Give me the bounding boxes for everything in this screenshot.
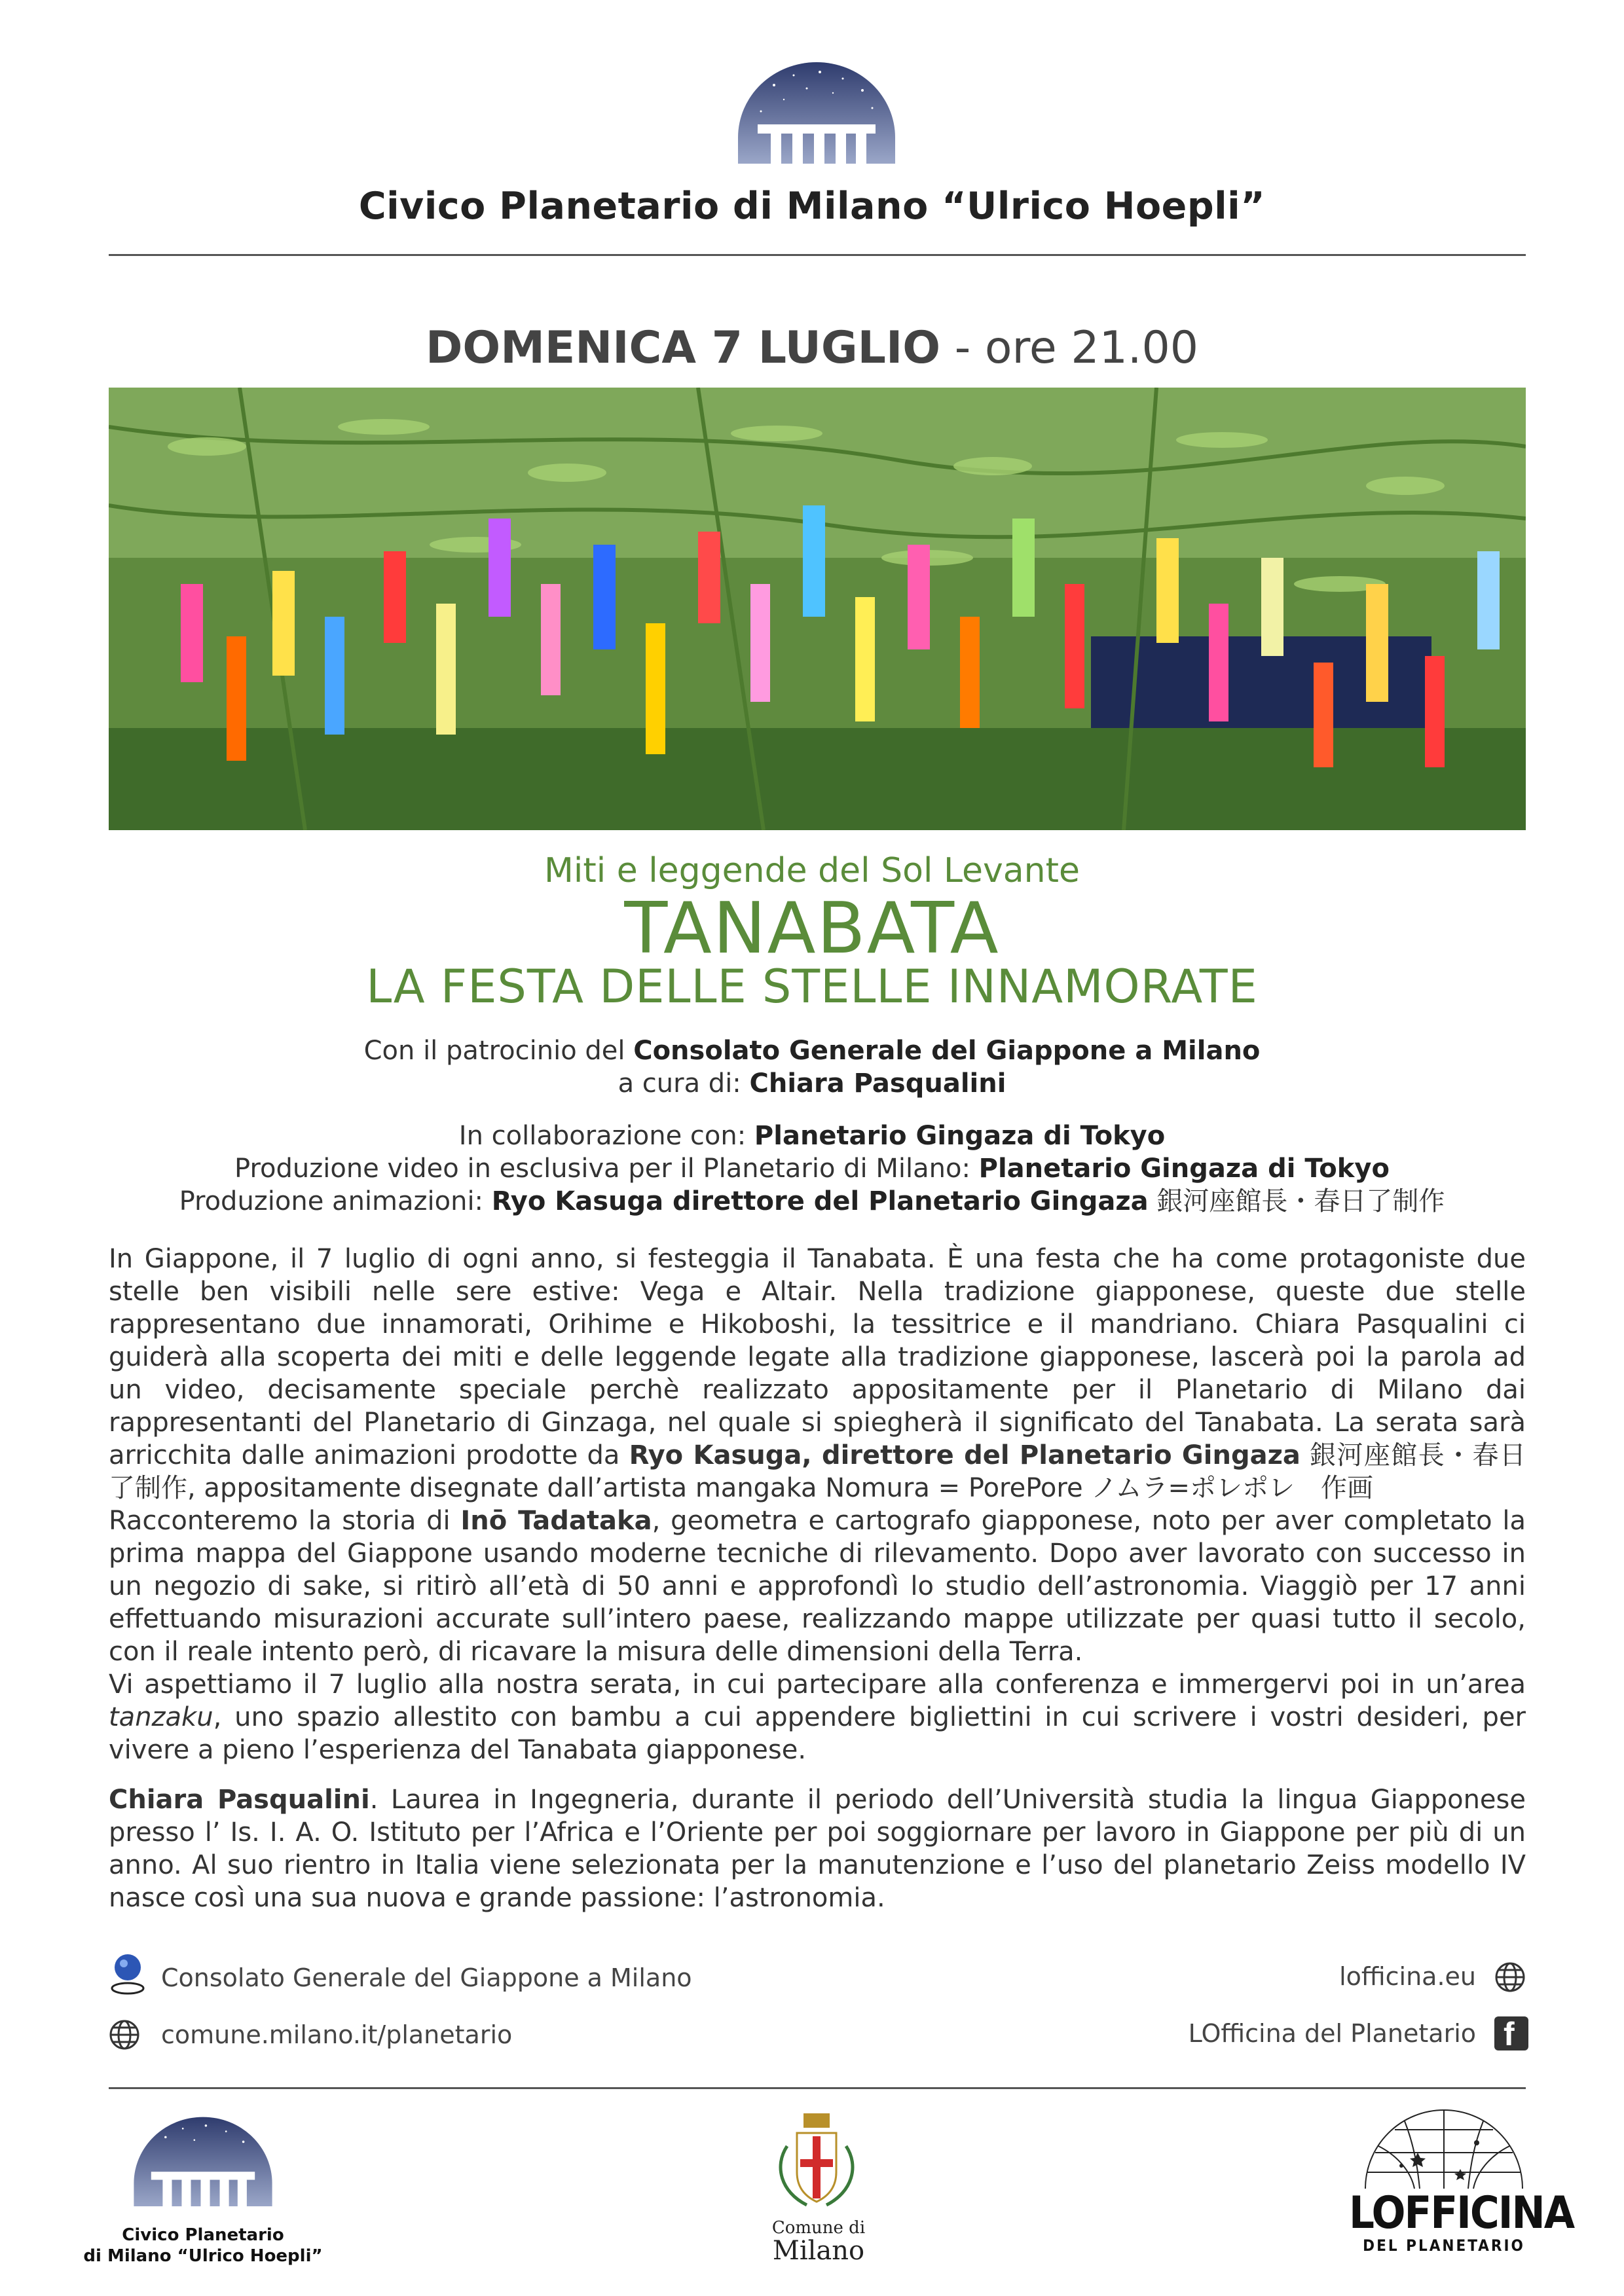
site-title: Civico Planetario di Milano “Ulrico Hoepli”	[358, 185, 1266, 228]
description-paragraph	[109, 1243, 1526, 1504]
collab-prefix: In collaborazione con:	[458, 1121, 754, 1151]
patronage-name: Consolato Generale del Giappone a Milano	[633, 1036, 1261, 1066]
video-prefix: Produzione video in esclusiva per il Planetario di Milano:	[234, 1154, 979, 1184]
description-bold: Ryo Kasuga, direttore del Planetario Gingaza	[629, 1440, 1301, 1470]
planetarium-logo-caption	[79, 2225, 327, 2267]
globe-icon	[1494, 1961, 1526, 1993]
logo-text-big: LOFFICINA	[1349, 2187, 1574, 2239]
japan-consulate-icon	[109, 1953, 147, 1996]
consulate-link[interactable]: Consolato Generale del Giappone a Milano	[161, 1963, 692, 1992]
lofficina-dome-logo	[1362, 2107, 1526, 2192]
description-text: 銀河座館長・春日了制作, appositamente disegnate dall’artista mangaka Nomura = PorePore ノムラ=ポレポレ 作画	[109, 1440, 1526, 1503]
event-date-day: DOMENICA 7 LUGLIO	[425, 322, 941, 374]
event-subtitle: LA FESTA DELLE STELLE INNAMORATE	[366, 960, 1258, 1013]
event-description	[109, 1243, 1526, 1914]
anim-prefix: Produzione animazioni:	[179, 1186, 492, 1216]
bio-name: Chiara Pasqualini	[109, 1785, 370, 1815]
event-title: TANABATA	[624, 888, 1000, 970]
event-date-time: - ore 21.00	[940, 322, 1199, 374]
description-paragraph	[109, 1504, 1526, 1668]
description-italic: tanzaku	[109, 1702, 213, 1732]
comune-milano-crest-icon	[767, 2107, 866, 2212]
speaker-bio	[109, 1783, 1526, 1914]
bottom-divider	[109, 2087, 1526, 2089]
event-date	[0, 322, 1624, 374]
description-bold: Inō Tadataka	[460, 1506, 652, 1536]
tanabata-bamboo-photo	[109, 388, 1526, 830]
curated-prefix: a cura di:	[618, 1068, 750, 1099]
description-paragraph	[109, 1668, 1526, 1766]
lofficina-website-link[interactable]: lofficina.eu	[1339, 1962, 1476, 1991]
top-divider	[109, 254, 1526, 256]
facebook-page-link[interactable]: LOfficina del Planetario	[1188, 2019, 1476, 2048]
facebook-icon[interactable]: f	[1494, 2016, 1528, 2050]
planetarium-logo	[131, 2111, 275, 2215]
bio-text: . Laurea in Ingegneria, durante il periodo dell’Università studia la lingua Giapponese presso l’ Is. I. A. O. Istituto per l’Africa e l’Oriente per poi soggiornare per lavoro in Giappone per più di un anno. Al suo rientro in Italia viene selezionata per la manutenzione e l’uso del planetario Zeiss modello IV nasce così una sua nuova e grande passione: l’astronomia.	[109, 1785, 1526, 1913]
anim-name: Ryo Kasuga direttore del Planetario Gingaza	[491, 1186, 1149, 1216]
collab-name: Planetario Gingaza di Tokyo	[754, 1121, 1166, 1151]
event-kicker: Miti e leggende del Sol Levante	[544, 851, 1080, 890]
description-text: , geometra e cartografo giapponese, noto per aver completato la prima mappa del Giappone usando moderne tecniche di rilevamento. Dopo aver lavorato con successo in un negozio di sake, si ritirò all’età di 50 anni e approfondì lo studio dell’astronomia. Viaggiò per 17 anni effettuando misurazioni accurate sull’intero paese, realizzando mappe utilizzate per quasi tutto il secolo, con il reale intento però, di ricavare la misura delle dimensioni della Terra.	[109, 1506, 1526, 1667]
description-text: , uno spazio allestito con bambu a cui appendere bigliettini in cui scrivere i vostri desideri, per vivere a pieno l’esperienza del Tanabata giapponese.	[109, 1702, 1526, 1765]
logo-text-small: Comune di	[771, 2218, 866, 2238]
patronage-prefix: Con il patrocinio del	[363, 1036, 634, 1066]
comune-milano-logo-text	[720, 2218, 917, 2264]
logo-text-big: Milano	[772, 2236, 865, 2266]
anim-jp: 銀河座館長・春日了制作	[1148, 1186, 1445, 1216]
logo-caption-line: Civico Planetario	[122, 2225, 284, 2245]
description-text: In Giappone, il 7 luglio di ogni anno, si festeggia il Tanabata. È una festa che ha come protagoniste due stelle ben visibili nelle sere estive: Vega e Altair. Nella tradizione giapponese, queste due stelle rappresentano due innamorati, Orihime e Hikoboshi, la tessitrice e il mandriano. Chiara Pasqualini ci guiderà alla scoperta dei miti e delle leggende legate alla tradizione giapponese, lascerà poi la parola ad un video, decisamente speciale perchè realizzato appositamente per il Planetario di Milano dai rappresentanti del Planetario di Ginzaga, nel quale si spiegherà il significato del Tanabata. La serata sarà arricchita dalle animazioni prodotte da	[109, 1244, 1526, 1470]
planetarium-logo	[735, 59, 898, 170]
comune-website-link[interactable]: comune.milano.it/planetario	[161, 2020, 513, 2049]
lofficina-logo-text	[1349, 2187, 1574, 2255]
description-text: Racconteremo la storia di	[109, 1506, 461, 1536]
logo-caption-line: di Milano “Ulrico Hoepli”	[83, 2246, 323, 2266]
credits-patronage	[0, 1034, 1624, 1100]
description-text: Vi aspettiamo il 7 luglio alla nostra serata, in cui partecipare alla conferenza e immergervi poi in un’area	[109, 1669, 1526, 1700]
credits-collaboration	[0, 1120, 1624, 1218]
globe-icon	[109, 2019, 140, 2050]
curated-name: Chiara Pasqualini	[749, 1068, 1006, 1099]
video-name: Planetario Gingaza di Tokyo	[978, 1154, 1390, 1184]
logo-text-small: DEL PLANETARIO	[1363, 2236, 1525, 2255]
